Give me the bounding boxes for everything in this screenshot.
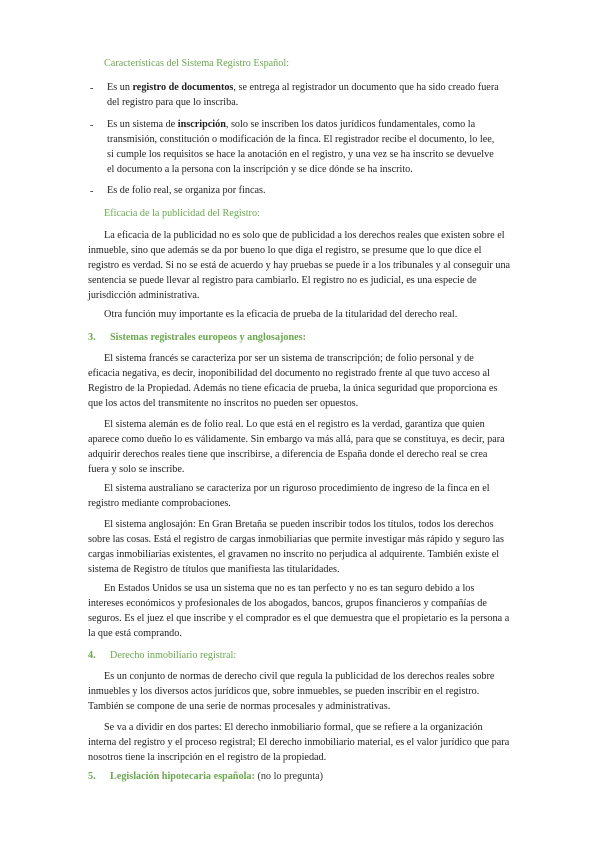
paragraph-line: sentencia se puede llevar al registro para cambiarlo. El registro no es judicial, es una especie de (88, 275, 477, 286)
paragraph-line: También se compone de una serie de normas procesales y administrativas. (88, 701, 391, 712)
paragraph-line: fuera y solo se inscribe. (88, 464, 185, 475)
paragraph-line: El sistema australiano se caracteriza por un riguroso procedimiento de ingreso de la finca en el (104, 483, 490, 494)
paragraph-line: inmuebles y los diversos actos jurídicos que, sobre inmuebles, se pueden inscribir en el registro. (88, 686, 480, 697)
section-heading-eficacia: Eficacia de la publicidad del Registro: (104, 208, 260, 219)
bullet-2-line-3: si cumple los requisitos se hace la anotación en el registro, y una vez se ha inscrito se devuelve (107, 149, 494, 160)
paragraph-line: sistema de Registro de títulos que manifiesta las titularidades. (88, 564, 340, 575)
section-heading-derecho-inmobiliario: 4. Derecho inmobiliario registral: (88, 650, 237, 661)
section-heading-legislacion: 5. Legislación hipotecaria española: (no lo pregunta) (88, 771, 324, 782)
paragraph-line: registro mediante comprobaciones. (88, 498, 231, 509)
paragraph-line: seguros. Es el juez el que inscribe y el comprador es el que demuestra que el propietario es la persona a (88, 613, 510, 624)
bullet-dash: - (90, 186, 94, 197)
paragraph-line: aparece como dueño lo es válidamente. Sin embargo va más allá, para que se constituya, es decir, para (88, 434, 505, 445)
paragraph-line: registro es verdad. Si no se está de acuerdo y hay pruebas se puede ir a los tribunales y al conseguir una (88, 260, 511, 271)
bullet-dash: - (90, 120, 94, 131)
paragraph-line: La eficacia de la publicidad no es solo que de publicidad a los derechos reales que existen sobre el (104, 230, 505, 241)
paragraph-line: El sistema anglosajón: En Gran Bretaña se pueden inscribir todos los títulos, todos los derechos (104, 519, 494, 530)
paragraph-line: Se va a dividir en dos partes: El derecho inmobiliario formal, que se refiere a la organización (104, 722, 483, 733)
bullet-1-line-2: del registro para que lo inscriba. (107, 97, 239, 108)
section-heading-sistemas: 3. Sistemas registrales europeos y anglosajones: (88, 332, 307, 343)
paragraph-line: interna del registro y el proceso registral; El derecho inmobiliario material, es el valor jurídico que para (88, 737, 510, 748)
bullet-dash: - (90, 83, 94, 94)
paragraph-line: inmueble, sino que además se da por bueno lo que diga el registro, se presume que lo que dice el (88, 245, 482, 256)
bullet-2-line-1: Es un sistema de inscripción, solo se inscriben los datos jurídicos fundamentales, como la (107, 119, 476, 130)
paragraph-line: El sistema francés se caracteriza por ser un sistema de transcripción; de folio personal y de (104, 353, 474, 364)
paragraph-line: nosotros tiene la inscripción en el registro de la propiedad. (88, 752, 327, 763)
bullet-2-line-4: el documento a la persona con la inscripción y se dice dónde se ha inscrito. (107, 164, 413, 175)
bullet-1-line-1: Es un registro de documentos, se entrega al registrador un documento que ha sido creado fuera (107, 82, 499, 93)
bullet-2-line-2: transmisión, constitución o modificación de la finca. El registrador recibe el documento, lo lee, (107, 134, 495, 145)
paragraph-line: En Estados Unidos se usa un sistema que no es tan perfecto y no es tan seguro debido a los (104, 583, 475, 594)
bullet-3-line-1: Es de folio real, se organiza por fincas. (107, 185, 266, 196)
paragraph-line: Registro de la Propiedad. Además no tiene eficacia de prueba, la única seguridad que proporciona es (88, 383, 498, 394)
paragraph-line: eficacia negativa, es decir, inoponibilidad del documento no registrado frente al que tuvo acceso al (88, 368, 490, 379)
paragraph-line: Otra función muy importante es la eficacia de prueba de la titularidad del derecho real. (104, 309, 458, 320)
section-heading-caracteristicas: Características del Sistema Registro Español: (104, 58, 290, 69)
paragraph-line: sobre las cosas. Está el registro de cargas inmobiliarias que permite investigar más rápido y seguro las (88, 534, 504, 545)
paragraph-line: la que está comprando. (88, 628, 182, 639)
paragraph-line: adquirir derechos reales tiene que inscribirse, a diferencia de España donde el derecho real se crea (88, 449, 488, 460)
paragraph-line: intereses económicos y profesionales de los abogados, bancos, grupos financieros y compañías de (88, 598, 487, 609)
paragraph-line: cargas inmobiliarias existentes, el gravamen no inscrito no perjudica al adquirente. También existe el (88, 549, 500, 560)
paragraph-line: El sistema alemán es de folio real. Lo que está en el registro es la verdad, garantiza que quien (104, 419, 485, 430)
paragraph-line: Es un conjunto de normas de derecho civil que regula la publicidad de los derechos reales sobre (104, 671, 495, 682)
paragraph-line: jurisdicción administrativa. (88, 290, 200, 301)
paragraph-line: que los actos del transmitente no inscritos no pueden ser opuestos. (88, 398, 359, 409)
